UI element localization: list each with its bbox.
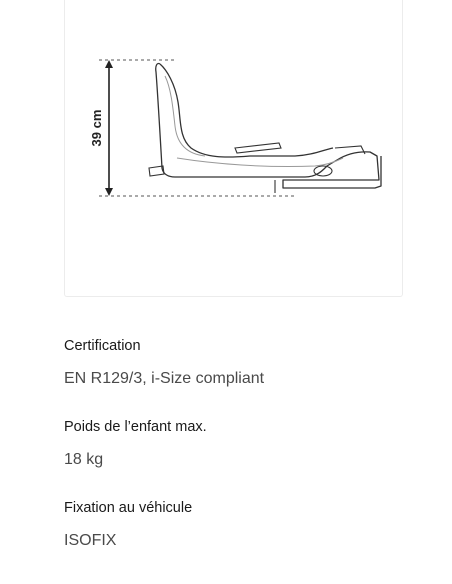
car-seat-base-drawing-icon <box>65 0 404 297</box>
spec-value: 18 kg <box>64 451 104 468</box>
spec-label: Fixation au véhicule <box>64 500 193 516</box>
product-image-card <box>64 0 403 297</box>
spec-value: ISOFIX <box>64 532 117 549</box>
spec-label: Poids de l’enfant max. <box>64 419 207 435</box>
spec-label: Certification <box>64 338 141 354</box>
dimension-label: 39 cm <box>89 109 104 147</box>
spec-value: EN R129/3, i-Size compliant <box>64 370 265 387</box>
spec-vehicle-fixation <box>64 499 404 551</box>
spec-max-child-weight <box>64 418 404 470</box>
spec-certification <box>64 337 404 389</box>
